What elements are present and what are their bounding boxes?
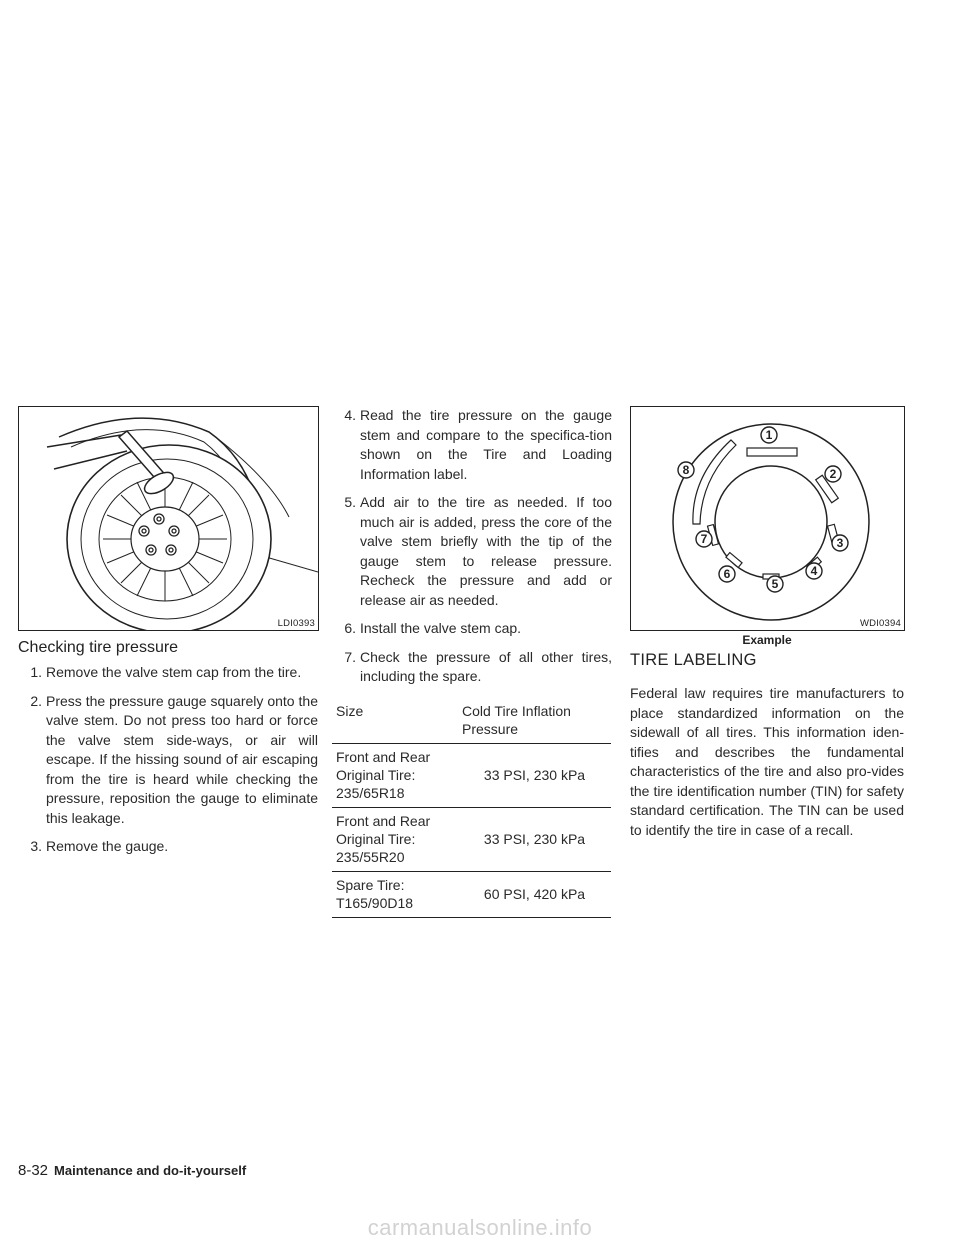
callout-1: 1	[765, 428, 773, 442]
section-heading-checking-tire-pressure: Checking tire pressure	[18, 639, 179, 656]
column-header-pressure: Cold Tire Inflation Pressure	[458, 696, 611, 744]
right-column	[630, 406, 904, 840]
checking-steps-list	[18, 663, 318, 857]
pressure-cell: 60 PSI, 420 kPa	[458, 871, 611, 917]
callout-7: 7	[700, 532, 708, 546]
pressure-cell: 33 PSI, 230 kPa	[458, 807, 611, 871]
list-item: 7. Check the pressure of all other tires, including the spare.	[344, 648, 612, 684]
tire-size-cell: Front and Rear Original Tire: 235/65R18	[332, 743, 458, 807]
section-heading-tire-labeling: TIRE LABELING	[630, 651, 757, 669]
list-item: 1. Remove the valve stem cap from the tire.	[30, 664, 302, 680]
tire-labeling-paragraph: Federal law requires tire manufacturers to place standardized information on the sidewall of all tires. This information iden-tifies and describes the fundamental characteristics of the tire and also pro-vides the tire identification number (TIN) for safety standard certification. The TIN can be used to identify the tire in case of a recall.	[630, 685, 904, 838]
left-column	[18, 406, 318, 866]
callout-6: 6	[723, 567, 731, 581]
list-item: 5. Add air to the tire as needed. If too much air is added, press the core of the valve stem briefly with the tip of the gauge stem to release pressure. Recheck the pressure and add or release air as needed.	[344, 494, 612, 608]
tire-gauge-drawing	[19, 407, 318, 630]
tire-size-cell: Front and Rear Original Tire: 235/55R20	[332, 807, 458, 871]
figure-caption: Example	[742, 633, 792, 647]
table-row	[332, 871, 611, 917]
list-item: 2. Press the pressure gauge squarely onto the valve stem. Do not press too hard or force the valve stem side-ways, or air will escape. If the hissing sound of air escaping from the tire is heard while checking the pressure, reposition the gauge to eliminate this leakage.	[30, 692, 318, 826]
table-row	[332, 743, 611, 807]
checking-steps-continued	[332, 406, 612, 687]
tire-pressure-illustration	[18, 406, 319, 631]
middle-column	[332, 406, 612, 918]
page-footer	[18, 1162, 246, 1179]
page-number: 8-32	[18, 1162, 49, 1179]
callout-4: 4	[810, 564, 818, 578]
figure-code: WDI0394	[859, 618, 901, 629]
pressure-cell: 33 PSI, 230 kPa	[458, 743, 611, 807]
section-title: Maintenance and do-it-yourself	[54, 1163, 247, 1178]
table-header-row	[332, 696, 611, 744]
column-header-size: Size	[332, 696, 458, 744]
list-item: 3. Remove the gauge.	[30, 838, 169, 854]
tire-pressure-table	[332, 696, 611, 918]
figure-code: LDI0393	[277, 618, 315, 629]
list-item: 6. Install the valve stem cap.	[344, 620, 522, 636]
watermark: carmanualsonline.info	[367, 1215, 593, 1240]
callout-8: 8	[682, 463, 690, 477]
callout-3: 3	[836, 536, 844, 550]
table-row	[332, 807, 611, 871]
sidewall-diagram	[631, 407, 904, 630]
list-item: 4. Read the tire pressure on the gauge stem and compare to the specifica-tion shown on the Tire and Loading Information label.	[344, 407, 612, 482]
tire-label-diagram	[630, 406, 905, 631]
tire-size-cell: Spare Tire: T165/90D18	[332, 871, 458, 917]
callout-5: 5	[771, 577, 779, 591]
callout-2: 2	[829, 467, 837, 481]
